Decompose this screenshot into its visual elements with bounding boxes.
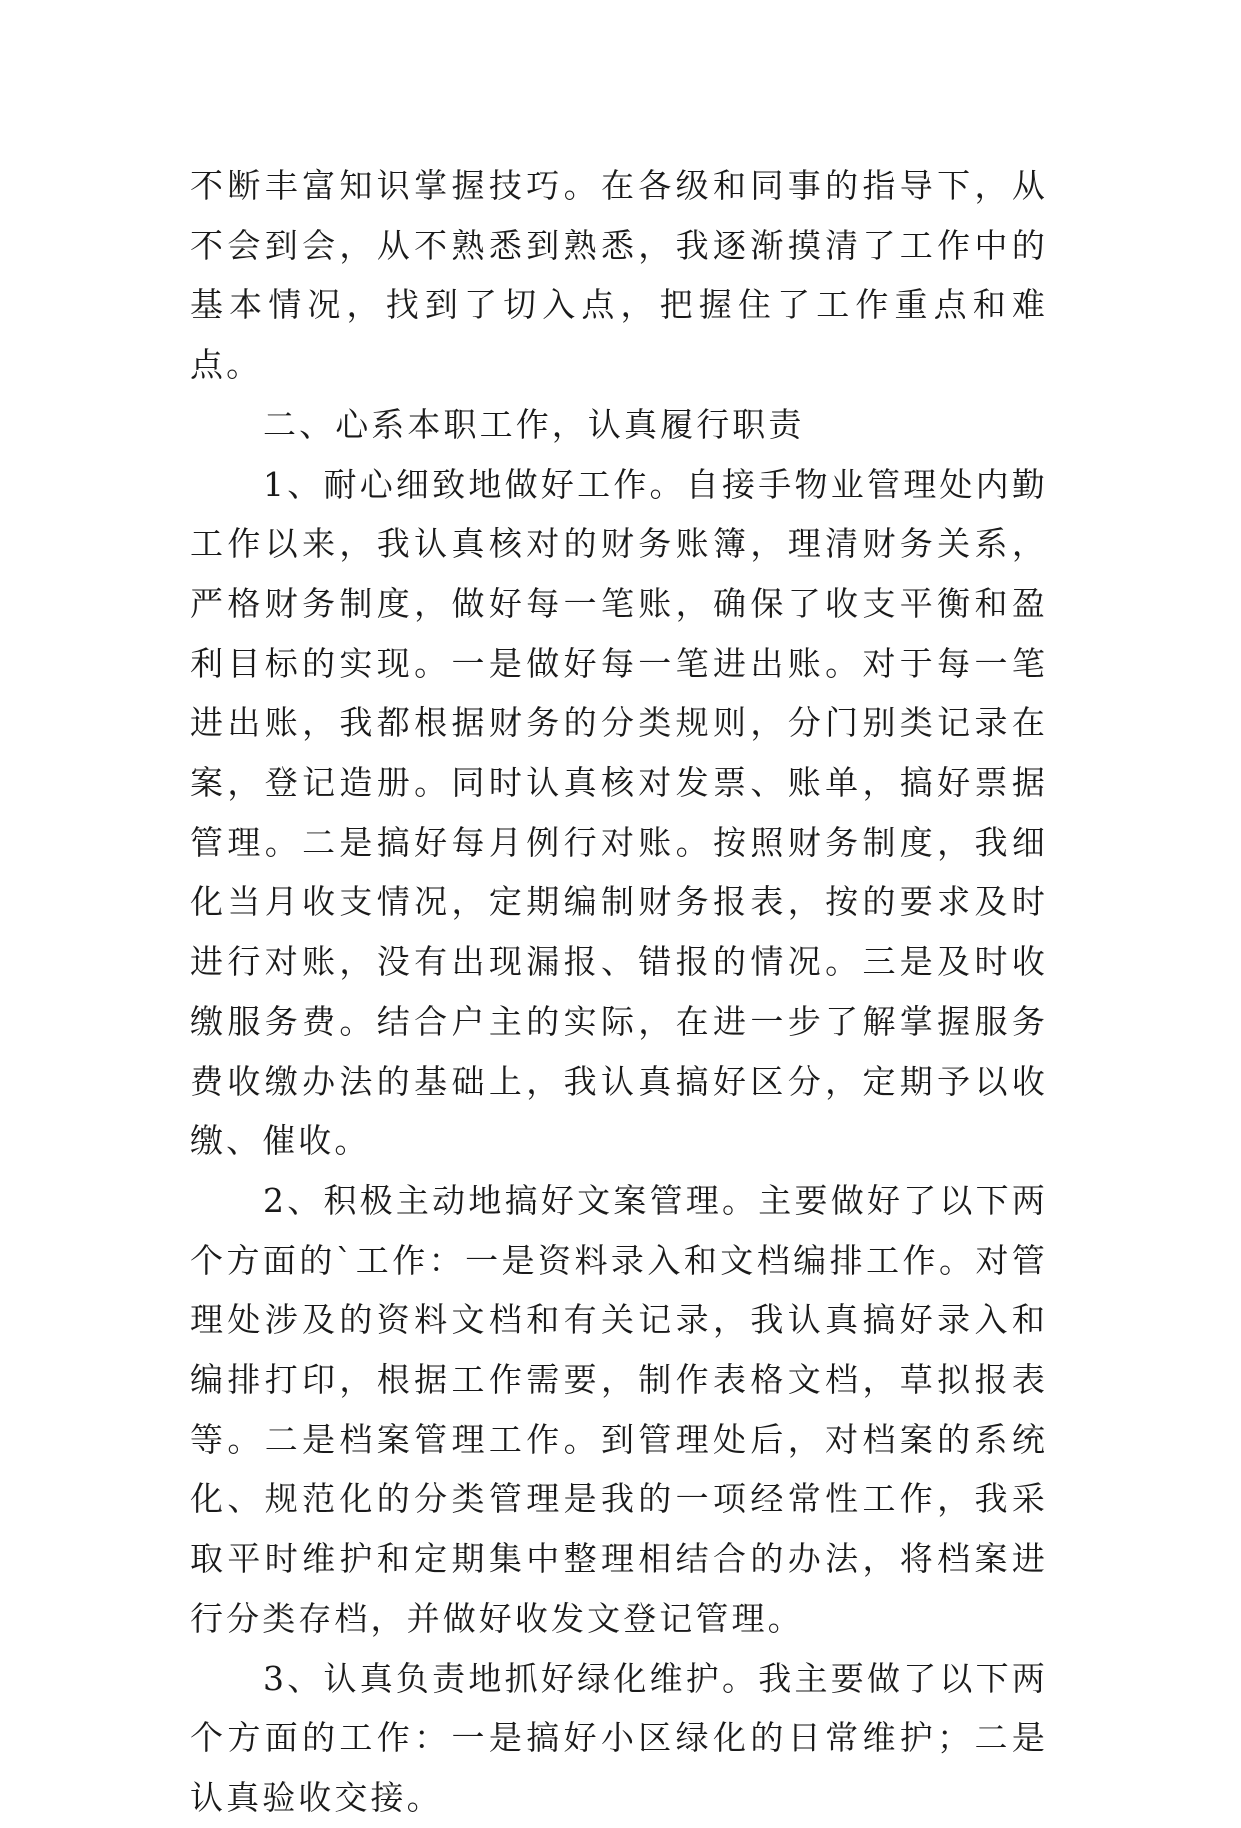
paragraph-item-2: 2、积极主动地搞好文案管理。主要做好了以下两个方面的`工作：一是资料录入和文档编排工作。对管理处涉及的资料文档和有关记录，我认真搞好录入和编排打印，根据工作需要，制作表格文档，草拟报表等。二是档案管理工作。到管理处后，对档案的系统化、规范化的分类管理是我的一项经常性工作，我采取平时维护和定期集中整理相结合的办法，将档案进行分类存档，并做好收发文登记管理。	[190, 1180, 1048, 1638]
section-heading: 二、心系本职工作，认真履行职责	[263, 404, 805, 444]
paragraph-continuation: 不断丰富知识掌握技巧。在各级和同事的指导下，从不会到会，从不熟悉到熟悉，我逐渐摸清了工作中的基本情况，找到了切入点，把握住了工作重点和难点。	[190, 166, 1048, 385]
paragraph-item-1: 1、耐心细致地做好工作。自接手物业管理处内勤工作以来，我认真核对的财务账簿，理清财务关系，严格财务制度，做好每一笔账，确保了收支平衡和盈利目标的实现。一是做好每一笔进出账。对于每一笔进出账，我都根据财务的分类规则，分门别类记录在案，登记造册。同时认真核对发票、账单，搞好票据管理。二是搞好每月例行对账。按照财务制度，我细化当月收支情况，定期编制财务报表，按的要求及时进行对账，没有出现漏报、错报的情况。三是及时收缴服务费。结合户主的实际，在进一步了解掌握服务费收缴办法的基础上，我认真搞好区分，定期予以收缴、催收。	[190, 464, 1048, 1161]
paragraph-item-3: 3、认真负责地抓好绿化维护。我主要做了以下两个方面的工作：一是搞好小区绿化的日常维护；二是认真验收交接。	[190, 1658, 1048, 1817]
document-body	[190, 156, 1048, 1828]
